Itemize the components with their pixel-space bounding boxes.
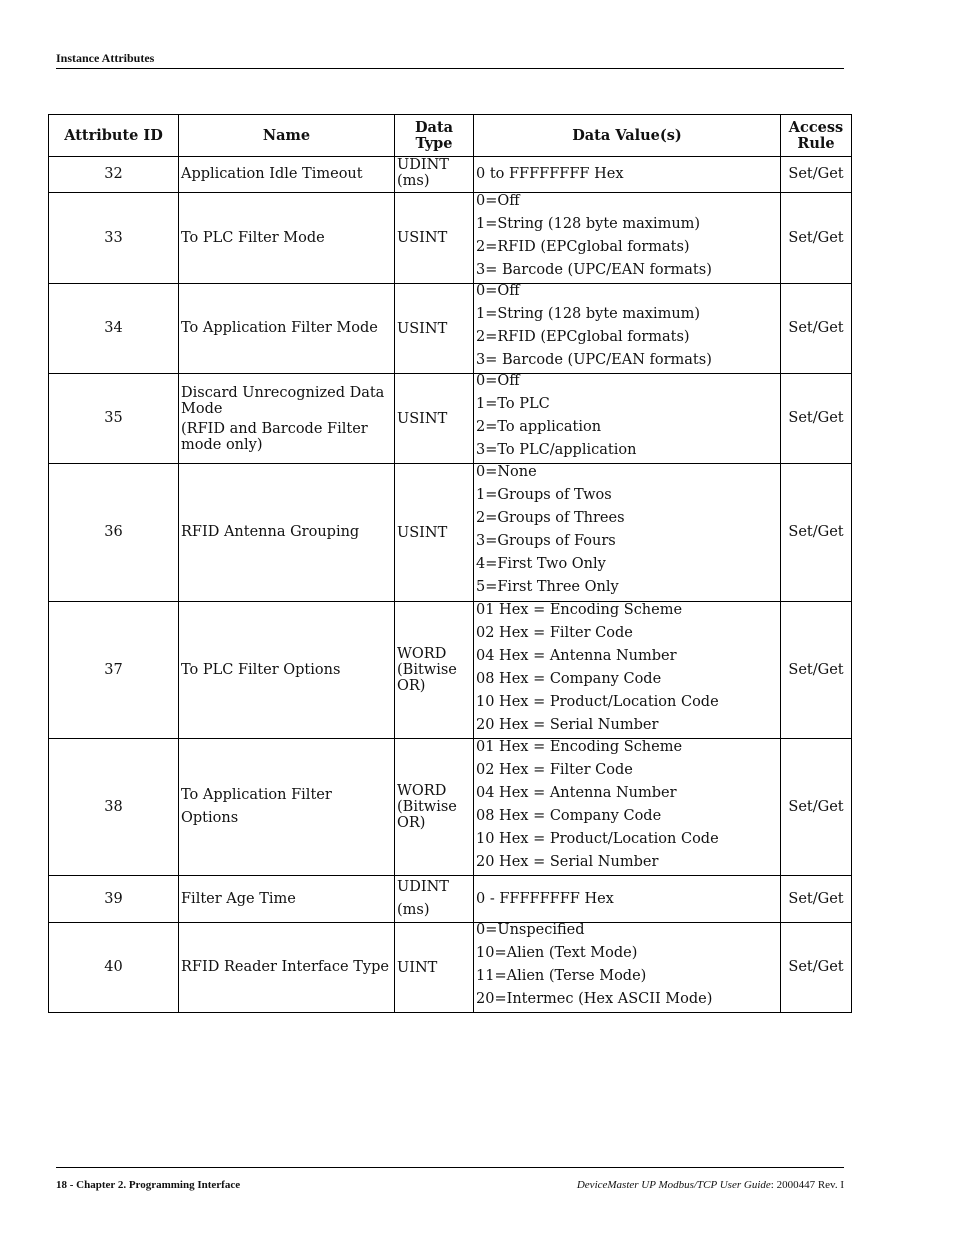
- attribute-id-cell: 35: [49, 374, 179, 464]
- footer-doc-number: : 2000447 Rev. I: [770, 1179, 844, 1191]
- attribute-name-cell: [179, 284, 395, 374]
- data-value-item: 0=Off: [476, 192, 520, 209]
- data-value-item: 02 Hex = Filter Code: [476, 761, 633, 778]
- attribute-name-text: (RFID and Barcode Filter mode only): [181, 420, 368, 453]
- attribute-id-cell: 34: [49, 284, 179, 374]
- attribute-name-text: RFID Reader Interface Type: [181, 959, 389, 975]
- column-header-data-type: Data Type: [395, 115, 474, 157]
- attribute-id-cell: 39: [49, 876, 179, 923]
- table-body: [49, 157, 852, 1013]
- attribute-name-text: Discard Unrecognized Data Mode: [181, 384, 385, 417]
- data-value-item: 0=None: [476, 464, 537, 480]
- data-values-cell: [474, 739, 781, 876]
- attribute-name-text: Application Idle Timeout: [181, 166, 363, 182]
- data-values-cell: [474, 284, 781, 374]
- data-type-text: UDINT: [397, 157, 449, 173]
- data-value-item: 1=String (128 byte maximum): [476, 215, 701, 232]
- attribute-name-cell: [179, 464, 395, 602]
- data-value-item: 08 Hex = Company Code: [476, 807, 662, 824]
- data-values-cell: [474, 193, 781, 284]
- data-value-item: 10 Hex = Product/Location Code: [476, 830, 719, 847]
- attribute-name-cell: [179, 923, 395, 1013]
- data-type-text: WORD: [397, 783, 447, 799]
- table-row: [49, 923, 852, 1013]
- data-values-cell: [474, 876, 781, 923]
- table-row: [49, 193, 852, 284]
- data-type-cell: [395, 374, 474, 464]
- data-value-item: 3= Barcode (UPC/EAN formats): [476, 261, 712, 278]
- data-value-item: 01 Hex = Encoding Scheme: [476, 738, 683, 755]
- footer-guide-title: DeviceMaster UP Modbus/TCP User Guide: [576, 1179, 771, 1191]
- data-values-cell: [474, 602, 781, 739]
- table-row: [49, 157, 852, 193]
- data-value-item: 3= Barcode (UPC/EAN formats): [476, 352, 712, 368]
- attribute-name-text: To Application Filter Mode: [181, 320, 378, 336]
- column-header-access-rule: Access Rule: [781, 115, 852, 157]
- attribute-id-cell: 37: [49, 602, 179, 739]
- data-value-item: 04 Hex = Antenna Number: [476, 784, 677, 801]
- data-value-item: 4=First Two Only: [476, 556, 606, 572]
- attribute-name-cell: [179, 157, 395, 193]
- footer-document-info: [577, 1179, 844, 1191]
- data-value-item: 5=First Three Only: [476, 579, 619, 595]
- access-rule-cell: Set/Get: [781, 464, 852, 602]
- data-value-item: 0 to FFFFFFFF Hex: [476, 166, 624, 182]
- attribute-name-text: To PLC Filter Mode: [181, 229, 325, 246]
- attribute-id-cell: 36: [49, 464, 179, 602]
- column-header-name: Name: [179, 115, 395, 157]
- access-rule-cell: Set/Get: [781, 923, 852, 1013]
- access-rule-cell: Set/Get: [781, 876, 852, 923]
- table-row: [49, 602, 852, 739]
- data-type-text: (Bitwise: [397, 799, 457, 815]
- data-type-cell: [395, 739, 474, 876]
- instance-attributes-table: [48, 114, 852, 1013]
- attribute-id-cell: 32: [49, 157, 179, 193]
- data-type-cell: [395, 876, 474, 923]
- attribute-id-cell: 38: [49, 739, 179, 876]
- data-value-item: 2=To application: [476, 419, 602, 435]
- data-value-item: 2=Groups of Threes: [476, 510, 625, 526]
- column-header-attribute-id: Attribute ID: [49, 115, 179, 157]
- table-header-row: [49, 115, 852, 157]
- data-values-cell: [474, 923, 781, 1013]
- data-type-cell: [395, 284, 474, 374]
- attribute-name-cell: [179, 876, 395, 923]
- data-type-text: (ms): [397, 173, 430, 189]
- data-type-text: WORD: [397, 646, 447, 662]
- data-value-item: 04 Hex = Antenna Number: [476, 647, 677, 664]
- running-header: Instance Attributes: [56, 51, 155, 65]
- data-value-item: 1=To PLC: [476, 396, 550, 412]
- footer-page-info: 18 - Chapter 2. Programming Interface: [56, 1179, 241, 1191]
- footer-rule: [56, 1167, 844, 1168]
- data-type-text: USINT: [397, 320, 448, 337]
- data-type-cell: [395, 157, 474, 193]
- data-value-item: 3=To PLC/application: [476, 442, 637, 458]
- data-type-text: UDINT: [397, 879, 449, 895]
- data-value-item: 10 Hex = Product/Location Code: [476, 693, 719, 710]
- data-value-item: 0=Off: [476, 283, 520, 299]
- data-value-item: 10=Alien (Text Mode): [476, 945, 638, 961]
- table-row: [49, 374, 852, 464]
- data-value-item: 20=Intermec (Hex ASCII Mode): [476, 991, 713, 1007]
- attribute-name-cell: [179, 739, 395, 876]
- data-value-item: 08 Hex = Company Code: [476, 670, 662, 687]
- attribute-name-text: RFID Antenna Grouping: [181, 524, 360, 540]
- attribute-name-text: Filter Age Time: [181, 890, 296, 907]
- attribute-name-text: To PLC Filter Options: [181, 661, 341, 678]
- data-type-text: USINT: [397, 230, 448, 246]
- data-values-cell: [474, 157, 781, 193]
- data-value-item: 3=Groups of Fours: [476, 533, 616, 549]
- header-rule: [56, 68, 844, 69]
- access-rule-cell: Set/Get: [781, 374, 852, 464]
- attribute-name-cell: [179, 602, 395, 739]
- data-values-cell: [474, 374, 781, 464]
- data-value-item: 1=String (128 byte maximum): [476, 306, 701, 322]
- table-row: [49, 876, 852, 923]
- data-type-text: OR): [397, 678, 426, 694]
- data-type-text: USINT: [397, 524, 448, 541]
- data-values-cell: [474, 464, 781, 602]
- access-rule-cell: Set/Get: [781, 602, 852, 739]
- attribute-name-cell: [179, 193, 395, 284]
- data-type-text: (ms): [397, 902, 430, 918]
- access-rule-cell: Set/Get: [781, 284, 852, 374]
- data-type-cell: [395, 602, 474, 739]
- data-value-item: 0=Unspecified: [476, 922, 585, 938]
- attribute-id-cell: 33: [49, 193, 179, 284]
- data-value-item: 11=Alien (Terse Mode): [476, 968, 647, 984]
- attribute-name-text: To Application Filter Options: [181, 787, 332, 826]
- data-value-item: 20 Hex = Serial Number: [476, 853, 659, 870]
- data-value-item: 2=RFID (EPCglobal formats): [476, 329, 690, 345]
- data-value-item: 02 Hex = Filter Code: [476, 624, 633, 641]
- attribute-name-cell: [179, 374, 395, 464]
- column-header-data-values: Data Value(s): [474, 115, 781, 157]
- data-type-text: UINT: [397, 959, 438, 976]
- data-type-cell: [395, 923, 474, 1013]
- data-type-text: USINT: [397, 410, 448, 427]
- data-type-cell: [395, 464, 474, 602]
- data-value-item: 01 Hex = Encoding Scheme: [476, 601, 683, 618]
- access-rule-cell: Set/Get: [781, 157, 852, 193]
- access-rule-cell: Set/Get: [781, 739, 852, 876]
- data-value-item: 20 Hex = Serial Number: [476, 716, 659, 733]
- table-row: [49, 464, 852, 602]
- data-value-item: 1=Groups of Twos: [476, 487, 612, 503]
- data-value-item: 2=RFID (EPCglobal formats): [476, 238, 690, 255]
- data-type-cell: [395, 193, 474, 284]
- data-type-text: OR): [397, 815, 426, 831]
- data-value-item: 0=Off: [476, 373, 520, 389]
- table-row: [49, 739, 852, 876]
- access-rule-cell: Set/Get: [781, 193, 852, 284]
- attribute-id-cell: 40: [49, 923, 179, 1013]
- table-row: [49, 284, 852, 374]
- data-type-text: (Bitwise: [397, 662, 457, 678]
- data-value-item: 0 - FFFFFFFF Hex: [476, 890, 614, 907]
